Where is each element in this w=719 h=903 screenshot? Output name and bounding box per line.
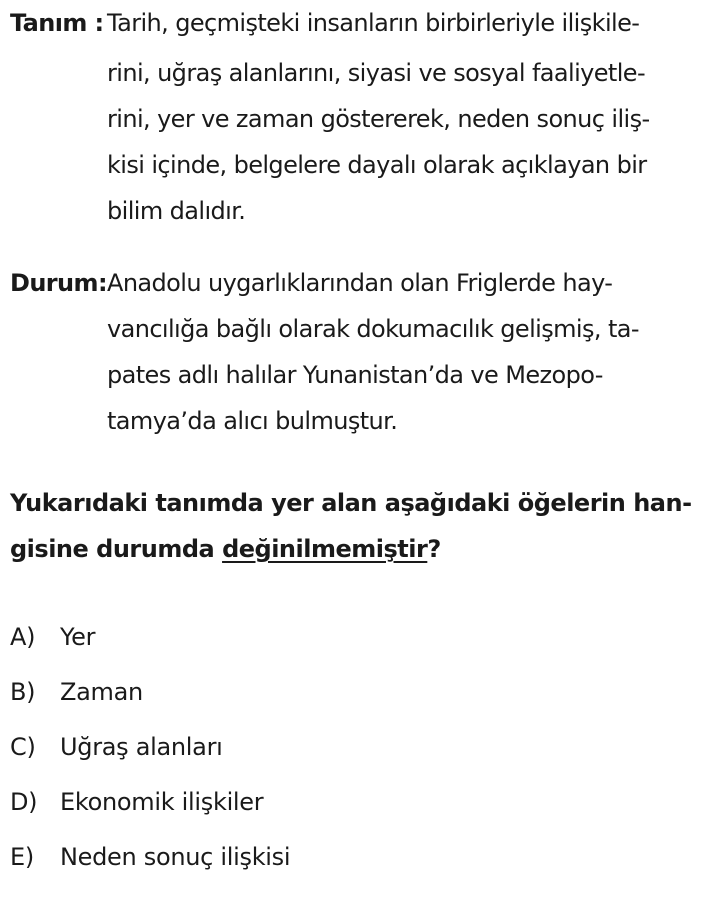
option-text: Zaman: [60, 678, 143, 706]
option-text: Yer: [60, 623, 96, 651]
situation-line: Anadolu uygarlıklarından olan Friglerde hay-: [107, 269, 613, 297]
option-a[interactable]: [10, 622, 95, 652]
question-line: [10, 534, 441, 564]
option-letter: C): [10, 733, 36, 761]
situation-line: tamya’da alıcı bulmuştur.: [107, 407, 398, 435]
definition-line: rini, yer ve zaman göstererek, neden sonuç iliş-: [107, 105, 650, 133]
definition-line: Tarih, geçmişteki insanların birbirleriyle ilişkile-: [107, 9, 640, 37]
situation-line: vancılığa bağlı olarak dokumacılık gelişmiş, ta-: [107, 315, 639, 343]
option-letter: D): [10, 788, 38, 816]
situation-line: pates adlı halılar Yunanistan’da ve Mezopo-: [107, 361, 603, 389]
option-letter: A): [10, 623, 36, 651]
option-letter: B): [10, 678, 36, 706]
option-text: Ekonomik ilişkiler: [60, 788, 264, 816]
option-d[interactable]: [10, 787, 263, 817]
question-line: Yukarıdaki tanımda yer alan aşağıdaki öğelerin han-: [10, 489, 692, 517]
option-c[interactable]: [10, 732, 223, 762]
definition-line: rini, uğraş alanlarını, siyasi ve sosyal faaliyetle-: [107, 59, 646, 87]
definition-line: kisi içinde, belgelere dayalı olarak açıklayan bir: [107, 151, 647, 179]
option-text: Uğraş alanları: [60, 733, 223, 761]
question-emphasis: değinilmemiştir: [222, 535, 428, 563]
option-text: Neden sonuç ilişkisi: [60, 843, 291, 871]
option-e[interactable]: [10, 842, 290, 872]
situation-label: Durum:: [10, 269, 107, 297]
definition-line: bilim dalıdır.: [107, 197, 246, 225]
definition-label: Tanım :: [10, 9, 104, 37]
question-text: gisine durumda: [10, 535, 223, 563]
option-letter: E): [10, 843, 34, 871]
question-mark: ?: [427, 535, 441, 563]
option-b[interactable]: [10, 677, 143, 707]
